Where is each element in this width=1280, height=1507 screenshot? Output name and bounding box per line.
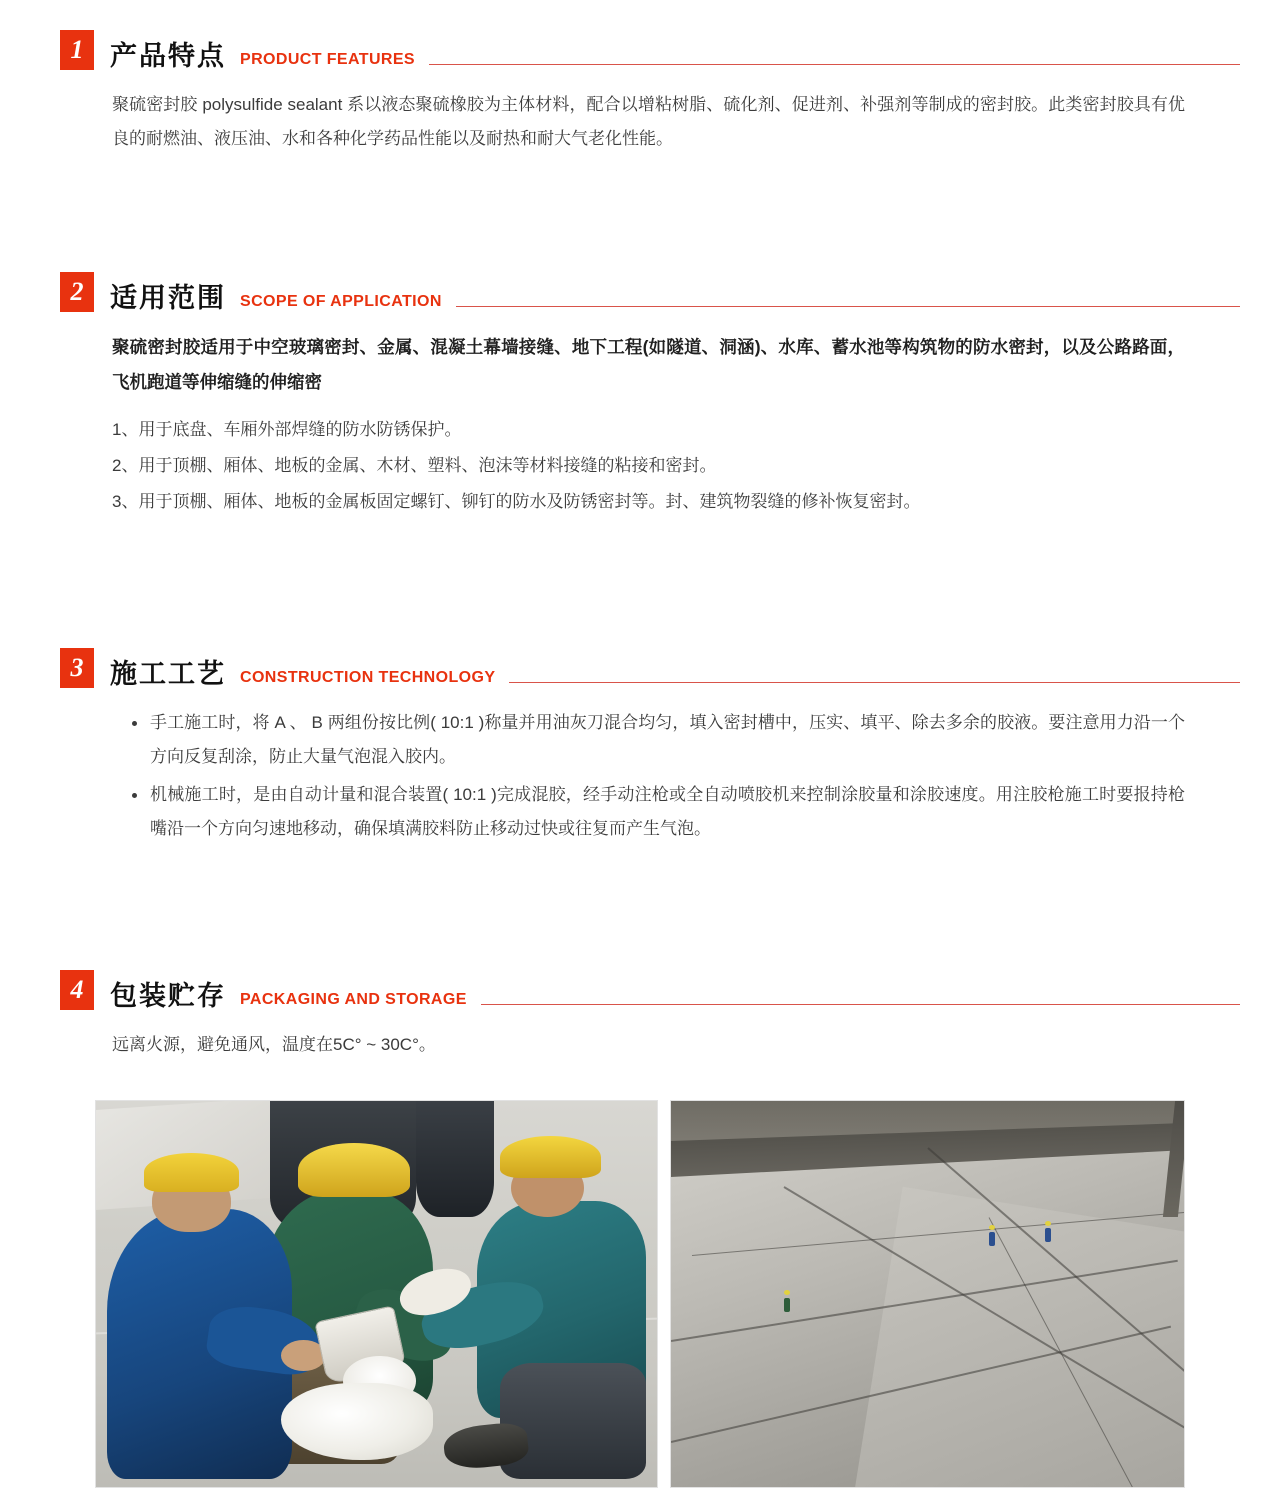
section-header [0,272,1280,312]
section-product-features [0,0,1280,156]
paragraph: 远离火源，避免通风，温度在5C° ~ 30C°。 [112,1035,436,1054]
section-body [0,706,1280,846]
section-header [0,970,1280,1010]
section-title-en: PRODUCT FEATURES [240,51,415,68]
list-item: 3、用于顶棚、厢体、地板的金属板固定螺钉、铆钉的防水及防锈密封等。封、建筑物裂缝的修补恢复密封。 [112,492,921,511]
section-scope-of-application [0,160,1280,520]
section-number-badge: 2 [60,272,94,312]
workers-mixing-sealant-photo [95,1100,658,1488]
section-title-cn: 施工工艺 [110,659,226,689]
section-number-badge: 1 [60,30,94,70]
section-title-en: PACKAGING AND STORAGE [240,991,467,1008]
section-packaging-and-storage [0,850,1280,1062]
section-number-badge: 4 [60,970,94,1010]
application-list [112,412,1185,520]
construction-steps-list [112,706,1185,846]
section-divider [456,306,1240,307]
section-body [0,88,1280,156]
section-construction-technology [0,520,1280,846]
section-body [0,1028,1280,1062]
section-title-cn: 包装贮存 [110,981,226,1011]
section-title-en: CONSTRUCTION TECHNOLOGY [240,669,496,686]
list-item: 机械施工时，是由自动计量和混合装置( 10:1 )完成混胶，经手动注枪或全自动喷胶机来控制涂胶量和涂胶速度。用注胶枪施工时要报持枪嘴沿一个方向匀速地移动，确保填满胶料防止移动过快或往复而产生气泡。 [130,778,1185,846]
section-divider [429,64,1240,65]
list-item: 1、用于底盘、车厢外部焊缝的防水防锈保护。 [112,420,462,439]
section-title-en: SCOPE OF APPLICATION [240,293,442,310]
list-item: 2、用于顶棚、厢体、地板的金属、木材、塑料、泡沫等材料接缝的粘接和密封。 [112,456,717,475]
photo-gallery [0,1100,1280,1488]
lead-paragraph: 聚硫密封胶适用于中空玻璃密封、金属、混凝土幕墙接缝、地下工程(如隧道、洞涵)、水库、蓄水池等构筑物的防水密封，以及公路路面，飞机跑道等伸缩缝的伸缩密 [112,337,1185,392]
section-header [0,648,1280,688]
section-header [0,30,1280,70]
section-body [0,330,1280,520]
concrete-slope-joints-photo [670,1100,1185,1488]
section-number-badge: 3 [60,648,94,688]
list-item: 手工施工时，将 A 、 B 两组份按比例( 10:1 )称量并用油灰刀混合均匀，填入密封槽中，压实、填平、除去多余的胶液。要注意用力沿一个方向反复刮涂，防止大量气泡混入胶内。 [130,706,1185,774]
section-title-cn: 产品特点 [110,41,226,71]
section-divider [509,682,1240,683]
paragraph: 聚硫密封胶 polysulfide sealant 系以液态聚硫橡胶为主体材料，配合以增粘树脂、硫化剂、促进剂、补强剂等制成的密封胶。此类密封胶具有优良的耐燃油、液压油、水和各种化学药品性能以及耐热和耐大气老化性能。 [112,95,1185,148]
section-divider [481,1004,1240,1005]
section-title-cn: 适用范围 [110,283,226,313]
